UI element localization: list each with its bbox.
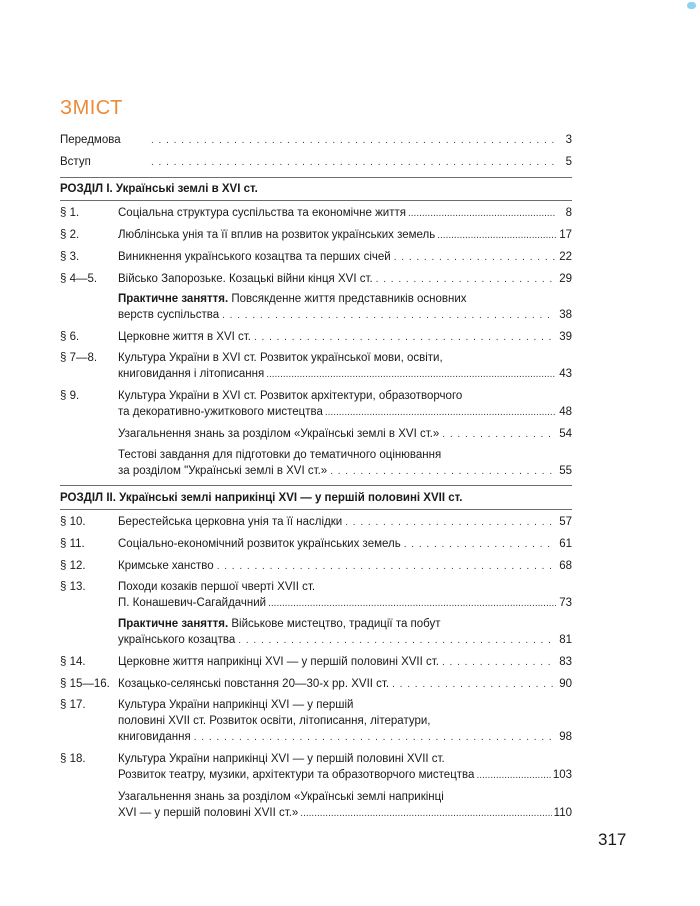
- toc-entry-page: 39: [559, 331, 572, 343]
- toc-entry[interactable]: [118, 367, 572, 381]
- toc-entry-title: Культура України в XVI ст. Розвиток української мови, освіти,: [118, 352, 443, 364]
- toc-entry-line[interactable]: [60, 580, 572, 594]
- toc-entry-introduction[interactable]: [60, 155, 572, 169]
- leader-dots: [266, 368, 556, 382]
- practical-lesson-label: Практичне заняття.: [118, 293, 229, 305]
- toc-entry-foreword[interactable]: [60, 133, 572, 147]
- toc-entry[interactable]: [118, 405, 572, 419]
- paragraph-number: § 3.: [60, 251, 80, 263]
- leader-dots: [376, 273, 555, 287]
- toc-entry-title: Соціальна структура суспільства та економічне життя: [118, 207, 406, 219]
- toc-entry-title: книговидання: [118, 731, 191, 743]
- leader-dots: [345, 516, 555, 530]
- toc-entry-title: Козацько-селянські повстання 20—30-х рр. XVII ст.: [118, 678, 390, 690]
- paragraph-number: § 12.: [60, 560, 86, 572]
- toc-entry[interactable]: [118, 730, 572, 744]
- toc-entry-page: 29: [559, 273, 572, 285]
- toc-entry-page: 61: [559, 538, 572, 550]
- toc-entry-title: Культура України наприкінці XVI — у першій: [118, 699, 354, 711]
- leader-dots: [151, 134, 555, 148]
- leader-dots: [238, 634, 555, 648]
- toc-entry[interactable]: [118, 596, 572, 610]
- toc-entry-title: Берестейська церковна унія та її наслідки: [118, 516, 343, 528]
- paragraph-number: § 4—5.: [60, 273, 98, 285]
- toc-entry[interactable]: [60, 677, 572, 691]
- leader-dots: [194, 731, 555, 745]
- leader-dots: [437, 229, 556, 243]
- toc-entry[interactable]: [118, 633, 572, 647]
- toc-entry-title: Культура України наприкінці XVI — у першій половині XVII ст.: [118, 753, 445, 765]
- toc-entry-title: Походи козаків першої чверті XVII ст.: [118, 581, 316, 593]
- toc-entry-label: Вступ: [60, 156, 91, 168]
- paragraph-number: § 6.: [60, 331, 80, 343]
- leader-dots: [222, 309, 555, 323]
- paragraph-number: § 2.: [60, 229, 80, 241]
- toc-entry[interactable]: [118, 768, 572, 782]
- toc-entry[interactable]: [60, 559, 572, 573]
- toc-entry-page: 103: [552, 769, 572, 781]
- leader-dots: [394, 251, 555, 265]
- toc-entry[interactable]: [60, 228, 572, 242]
- toc-entry-line[interactable]: Тестові завдання для підготовки до тематичного оцінювання: [118, 449, 442, 461]
- leader-dots: [442, 656, 555, 670]
- toc-entry[interactable]: [118, 308, 572, 322]
- toc-entry-line[interactable]: [118, 292, 467, 306]
- paragraph-number: § 14.: [60, 656, 86, 668]
- toc-entry-page: 57: [559, 516, 572, 528]
- toc-entry-title: українського козацтва: [118, 634, 236, 646]
- toc-entry[interactable]: [60, 515, 572, 529]
- toc-entry[interactable]: [118, 806, 572, 820]
- toc-entry-title: Люблінська унія та її вплив на розвиток українських земель: [118, 229, 436, 241]
- section-heading-1[interactable]: РОЗДІЛ І. Українські землі в XVI ст.: [60, 183, 258, 195]
- toc-entry[interactable]: [118, 464, 572, 478]
- toc-entry-page: 55: [559, 465, 572, 477]
- leader-dots: [325, 406, 556, 420]
- toc-entry-title: Кримське ханство: [118, 560, 214, 572]
- toc-entry-line[interactable]: [118, 617, 441, 631]
- toc-entry-title: книговидання і літописання: [118, 368, 265, 380]
- leader-dots: [254, 331, 555, 345]
- toc-entry-line[interactable]: [60, 752, 572, 766]
- toc-entry-line[interactable]: Узагальнення знань за розділом «Українські землі наприкінці: [118, 791, 444, 803]
- paragraph-number: § 7—8.: [60, 352, 98, 364]
- toc-entry-page: 73: [559, 597, 572, 609]
- page-number: 317: [598, 830, 627, 849]
- toc-entry-page: 22: [559, 251, 572, 263]
- paragraph-number: § 11.: [60, 538, 85, 550]
- section-divider: [60, 509, 572, 510]
- toc-entry-title: верств суспільства: [118, 309, 220, 321]
- section-divider: [60, 200, 572, 201]
- toc-entry-page: 90: [559, 678, 572, 690]
- leader-dots: [392, 678, 555, 692]
- toc-entry-line[interactable]: [60, 351, 572, 365]
- toc-entry-title: Розвиток театру, музики, архітектури та образотворчого мистецтва: [118, 769, 475, 781]
- corner-mark-icon: [687, 2, 696, 9]
- leader-dots: [151, 156, 555, 170]
- toc-entry[interactable]: [60, 272, 572, 286]
- paragraph-number: § 9.: [60, 390, 80, 402]
- paragraph-number: § 10.: [60, 516, 86, 528]
- leader-dots: [408, 207, 556, 221]
- toc-entry-label: Передмова: [60, 134, 121, 146]
- toc-entry[interactable]: [60, 206, 572, 220]
- toc-entry-title: за розділом "Українські землі в XVI ст.»: [118, 465, 328, 477]
- toc-entry-page: 3: [565, 134, 572, 146]
- paragraph-number: § 1.: [60, 207, 80, 219]
- toc-entry-page: 98: [559, 731, 572, 743]
- toc-entry-line[interactable]: [60, 698, 572, 712]
- toc-entry-title: Військо Запорозьке. Козацькі війни кінця XVI ст.: [118, 273, 373, 285]
- section-heading-2[interactable]: РОЗДІЛ ІІ. Українські землі наприкінці XVI — у першій половині XVII ст.: [60, 492, 463, 504]
- toc-entry-page: 8: [565, 207, 572, 219]
- leader-dots: [404, 538, 555, 552]
- toc-entry[interactable]: [60, 537, 572, 551]
- leader-dots: [330, 465, 555, 479]
- toc-entry-title: та декоративно-ужиткового мистецтва: [118, 406, 323, 418]
- toc-entry-title: Культура України в XVI ст. Розвиток архітектури, образотворчого: [118, 390, 463, 402]
- leader-dots: [300, 807, 551, 821]
- toc-entry-page: 48: [559, 406, 572, 418]
- leader-dots: [442, 428, 555, 442]
- section-divider: [60, 177, 572, 178]
- paragraph-number: § 17.: [60, 699, 86, 711]
- toc-entry-line[interactable]: половині XVII ст. Розвиток освіти, літописання, літератури,: [118, 715, 431, 727]
- toc-entry-page: 83: [559, 656, 572, 668]
- page-title: ЗМІСТ: [60, 97, 123, 119]
- toc-entry-page: 110: [553, 807, 572, 819]
- toc-entry[interactable]: [60, 330, 572, 344]
- toc-entry-line[interactable]: [60, 389, 572, 403]
- toc-entry-title: Церковне життя в XVI ст.: [118, 331, 251, 343]
- paragraph-number: § 13.: [60, 581, 86, 593]
- section-divider: [60, 485, 572, 486]
- toc-entry-title: Узагальнення знань за розділом «Українські землі в XVI ст.»: [118, 428, 440, 440]
- leader-dots: [476, 769, 550, 783]
- leader-dots: [217, 560, 555, 574]
- toc-entry-title: Повсякденне життя представників основних: [228, 293, 467, 305]
- toc-entry-title: Виникнення українського козацтва та перших січей: [118, 251, 391, 263]
- toc-entry-title: Церковне життя наприкінці XVI — у першій половині XVII ст.: [118, 656, 439, 668]
- toc-entry-title: XVI — у першій половині XVII ст.»: [118, 807, 299, 819]
- toc-entry-page: 17: [559, 229, 572, 241]
- leader-dots: [268, 597, 556, 611]
- toc-entry-page: 81: [559, 634, 572, 646]
- paragraph-number: § 18.: [60, 753, 86, 765]
- toc-entry[interactable]: [118, 427, 572, 441]
- toc-entry[interactable]: [60, 250, 572, 264]
- practical-lesson-label: Практичне заняття.: [118, 618, 229, 630]
- toc-entry-title: П. Конашевич-Сагайдачний: [118, 597, 267, 609]
- paragraph-number: § 15—16.: [60, 678, 110, 690]
- toc-entry-page: 68: [559, 560, 572, 572]
- toc-entry-page: 5: [565, 156, 572, 168]
- toc-entry-title: Військове мистецтво, традиції та побут: [228, 618, 441, 630]
- toc-entry[interactable]: [60, 655, 572, 669]
- toc-entry-title: Соціально-економічний розвиток українських земель: [118, 538, 401, 550]
- toc-entry-page: 38: [559, 309, 572, 321]
- toc-entry-page: 54: [559, 428, 572, 440]
- toc-entry-page: 43: [559, 368, 572, 380]
